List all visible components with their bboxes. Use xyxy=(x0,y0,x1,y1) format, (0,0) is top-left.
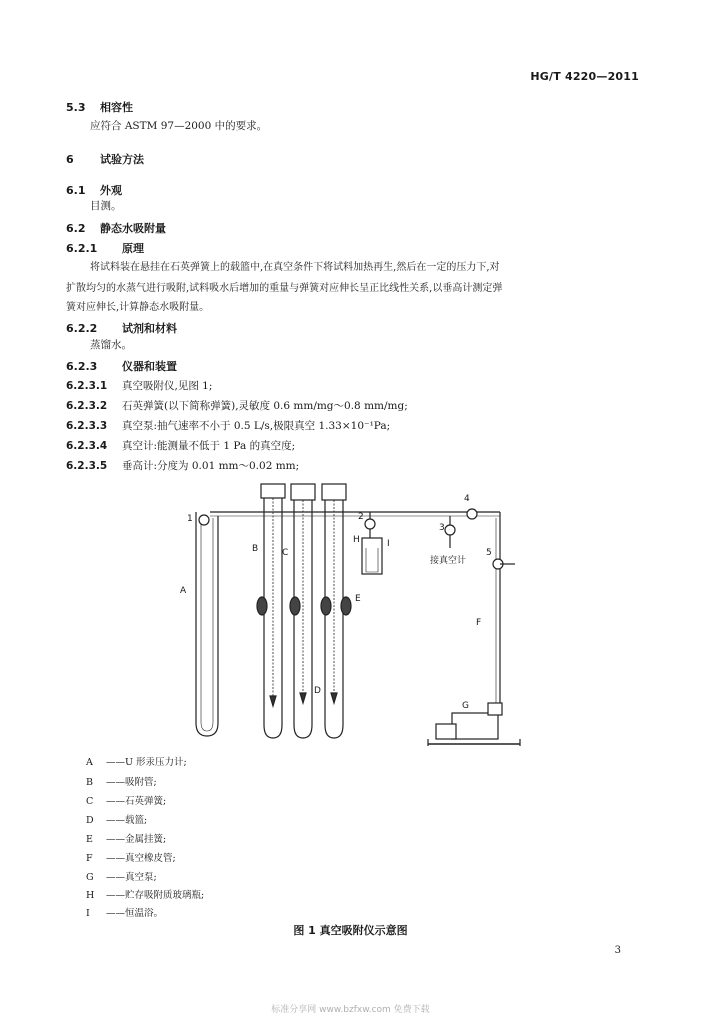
legend-sep: —— xyxy=(106,815,125,826)
item-text: 真空泵:抽气速率不小于 0.5 L/s,极限真空 1.33×10⁻¹Pa; xyxy=(122,420,391,432)
item-text: 真空吸附仪,见图 1; xyxy=(122,380,213,392)
legend-text: 恒温浴。 xyxy=(125,908,164,919)
item-number: 6.2.3.2 xyxy=(66,400,108,412)
section-number: 6 xyxy=(66,153,74,166)
figure-caption: 图 1 真空吸附仪示意图 xyxy=(293,924,408,937)
item-text: 垂高计:分度为 0.01 mm～0.02 mm; xyxy=(122,460,300,472)
legend-item xyxy=(86,774,157,788)
legend-sep: —— xyxy=(106,890,125,901)
legend-item xyxy=(86,887,204,901)
section-number: 5.3 xyxy=(66,101,86,114)
section-title: 外观 xyxy=(100,184,122,197)
legend-item xyxy=(86,754,187,768)
section-number: 6.2.1 xyxy=(66,242,98,255)
section-5-3-body: 应符合 ASTM 97—2000 中的要求。 xyxy=(90,120,268,132)
legend-item xyxy=(86,850,176,864)
section-number: 6.2.3 xyxy=(66,360,98,373)
section-title: 静态水吸附量 xyxy=(100,222,166,235)
legend-sep: —— xyxy=(106,872,125,883)
label-B: B xyxy=(252,544,259,554)
label-E: E xyxy=(355,594,361,604)
legend-text: 真空泵; xyxy=(125,872,157,883)
section-title: 试剂和材料 xyxy=(122,322,177,335)
legend-key: B xyxy=(86,777,93,788)
section-number: 6.2.2 xyxy=(66,322,98,335)
legend-text: 真空橡皮管; xyxy=(125,853,176,864)
legend-item xyxy=(86,831,166,845)
section-number: 6.1 xyxy=(66,184,86,197)
legend-sep: —— xyxy=(106,834,125,845)
label-D: D xyxy=(314,686,321,696)
label-5: 5 xyxy=(486,548,492,558)
label-4: 4 xyxy=(464,494,470,504)
standard-code-header: HG/T 4220—2011 xyxy=(530,70,639,83)
legend-key: H xyxy=(86,890,95,901)
legend-key: D xyxy=(86,815,94,826)
legend-key: I xyxy=(86,908,90,919)
label-H: H xyxy=(353,535,360,545)
section-6-2-1-line-3: 簧对应伸长,计算静态水吸附量。 xyxy=(66,302,210,313)
legend-key: A xyxy=(86,757,93,768)
section-6-2-1-line-2: 扩散均匀的水蒸气进行吸附,试料吸水后增加的重量与弹簧对应伸长呈正比线性关系,以垂高计测定弹 xyxy=(66,283,503,294)
legend-key: G xyxy=(86,872,94,883)
legend-text: 吸附管; xyxy=(125,777,157,788)
label-vacuum-gauge: 接真空计 xyxy=(430,556,467,566)
section-title: 仪器和装置 xyxy=(122,360,177,373)
section-6-1-body: 目测。 xyxy=(90,200,122,212)
legend-key: E xyxy=(86,834,93,845)
label-I: I xyxy=(387,539,390,549)
label-F: F xyxy=(476,618,482,628)
item-number: 6.2.3.4 xyxy=(66,440,108,452)
section-number: 6.2 xyxy=(66,222,86,235)
legend-item xyxy=(86,793,166,807)
legend-text: 贮存吸附质玻璃瓶; xyxy=(125,890,205,901)
legend-sep: —— xyxy=(106,757,125,768)
label-2: 2 xyxy=(358,512,364,522)
legend-text: U 形汞压力计; xyxy=(125,757,187,768)
label-1: 1 xyxy=(187,514,193,524)
legend-item xyxy=(86,905,163,919)
legend-key: F xyxy=(86,853,93,864)
legend-sep: —— xyxy=(106,908,125,919)
section-6-2-2-body: 蒸馏水。 xyxy=(90,339,132,351)
legend-text: 金属挂簧; xyxy=(125,834,167,845)
legend-item xyxy=(86,812,147,826)
item-text: 石英弹簧(以下简称弹簧),灵敏度 0.6 mm/mg～0.8 mm/mg; xyxy=(122,400,408,412)
legend-text: 石英弹簧; xyxy=(125,796,167,807)
page-number: 3 xyxy=(614,945,621,956)
section-title: 试验方法 xyxy=(100,153,144,166)
label-3: 3 xyxy=(439,523,445,533)
legend-sep: —— xyxy=(106,796,125,807)
legend-sep: —— xyxy=(106,777,125,788)
section-title: 原理 xyxy=(122,242,144,255)
item-number: 6.2.3.5 xyxy=(66,460,108,472)
item-number: 6.2.3.1 xyxy=(66,380,108,392)
legend-item xyxy=(86,869,157,883)
label-A: A xyxy=(180,586,187,596)
item-text: 真空计:能测量不低于 1 Pa 的真空度; xyxy=(122,440,296,452)
legend-key: C xyxy=(86,796,94,807)
legend-sep: —— xyxy=(106,853,125,864)
label-G: G xyxy=(462,701,469,711)
watermark-footer: 标准分享网 www.bzfxw.com 免费下载 xyxy=(271,1005,430,1015)
section-6-2-1-line-1: 将试料装在悬挂在石英弹簧上的载篮中,在真空条件下将试料加热再生,然后在一定的压力下,对 xyxy=(90,262,500,273)
section-title: 相容性 xyxy=(100,101,133,114)
label-C: C xyxy=(282,548,289,558)
item-number: 6.2.3.3 xyxy=(66,420,108,432)
legend-text: 载篮; xyxy=(125,815,148,826)
